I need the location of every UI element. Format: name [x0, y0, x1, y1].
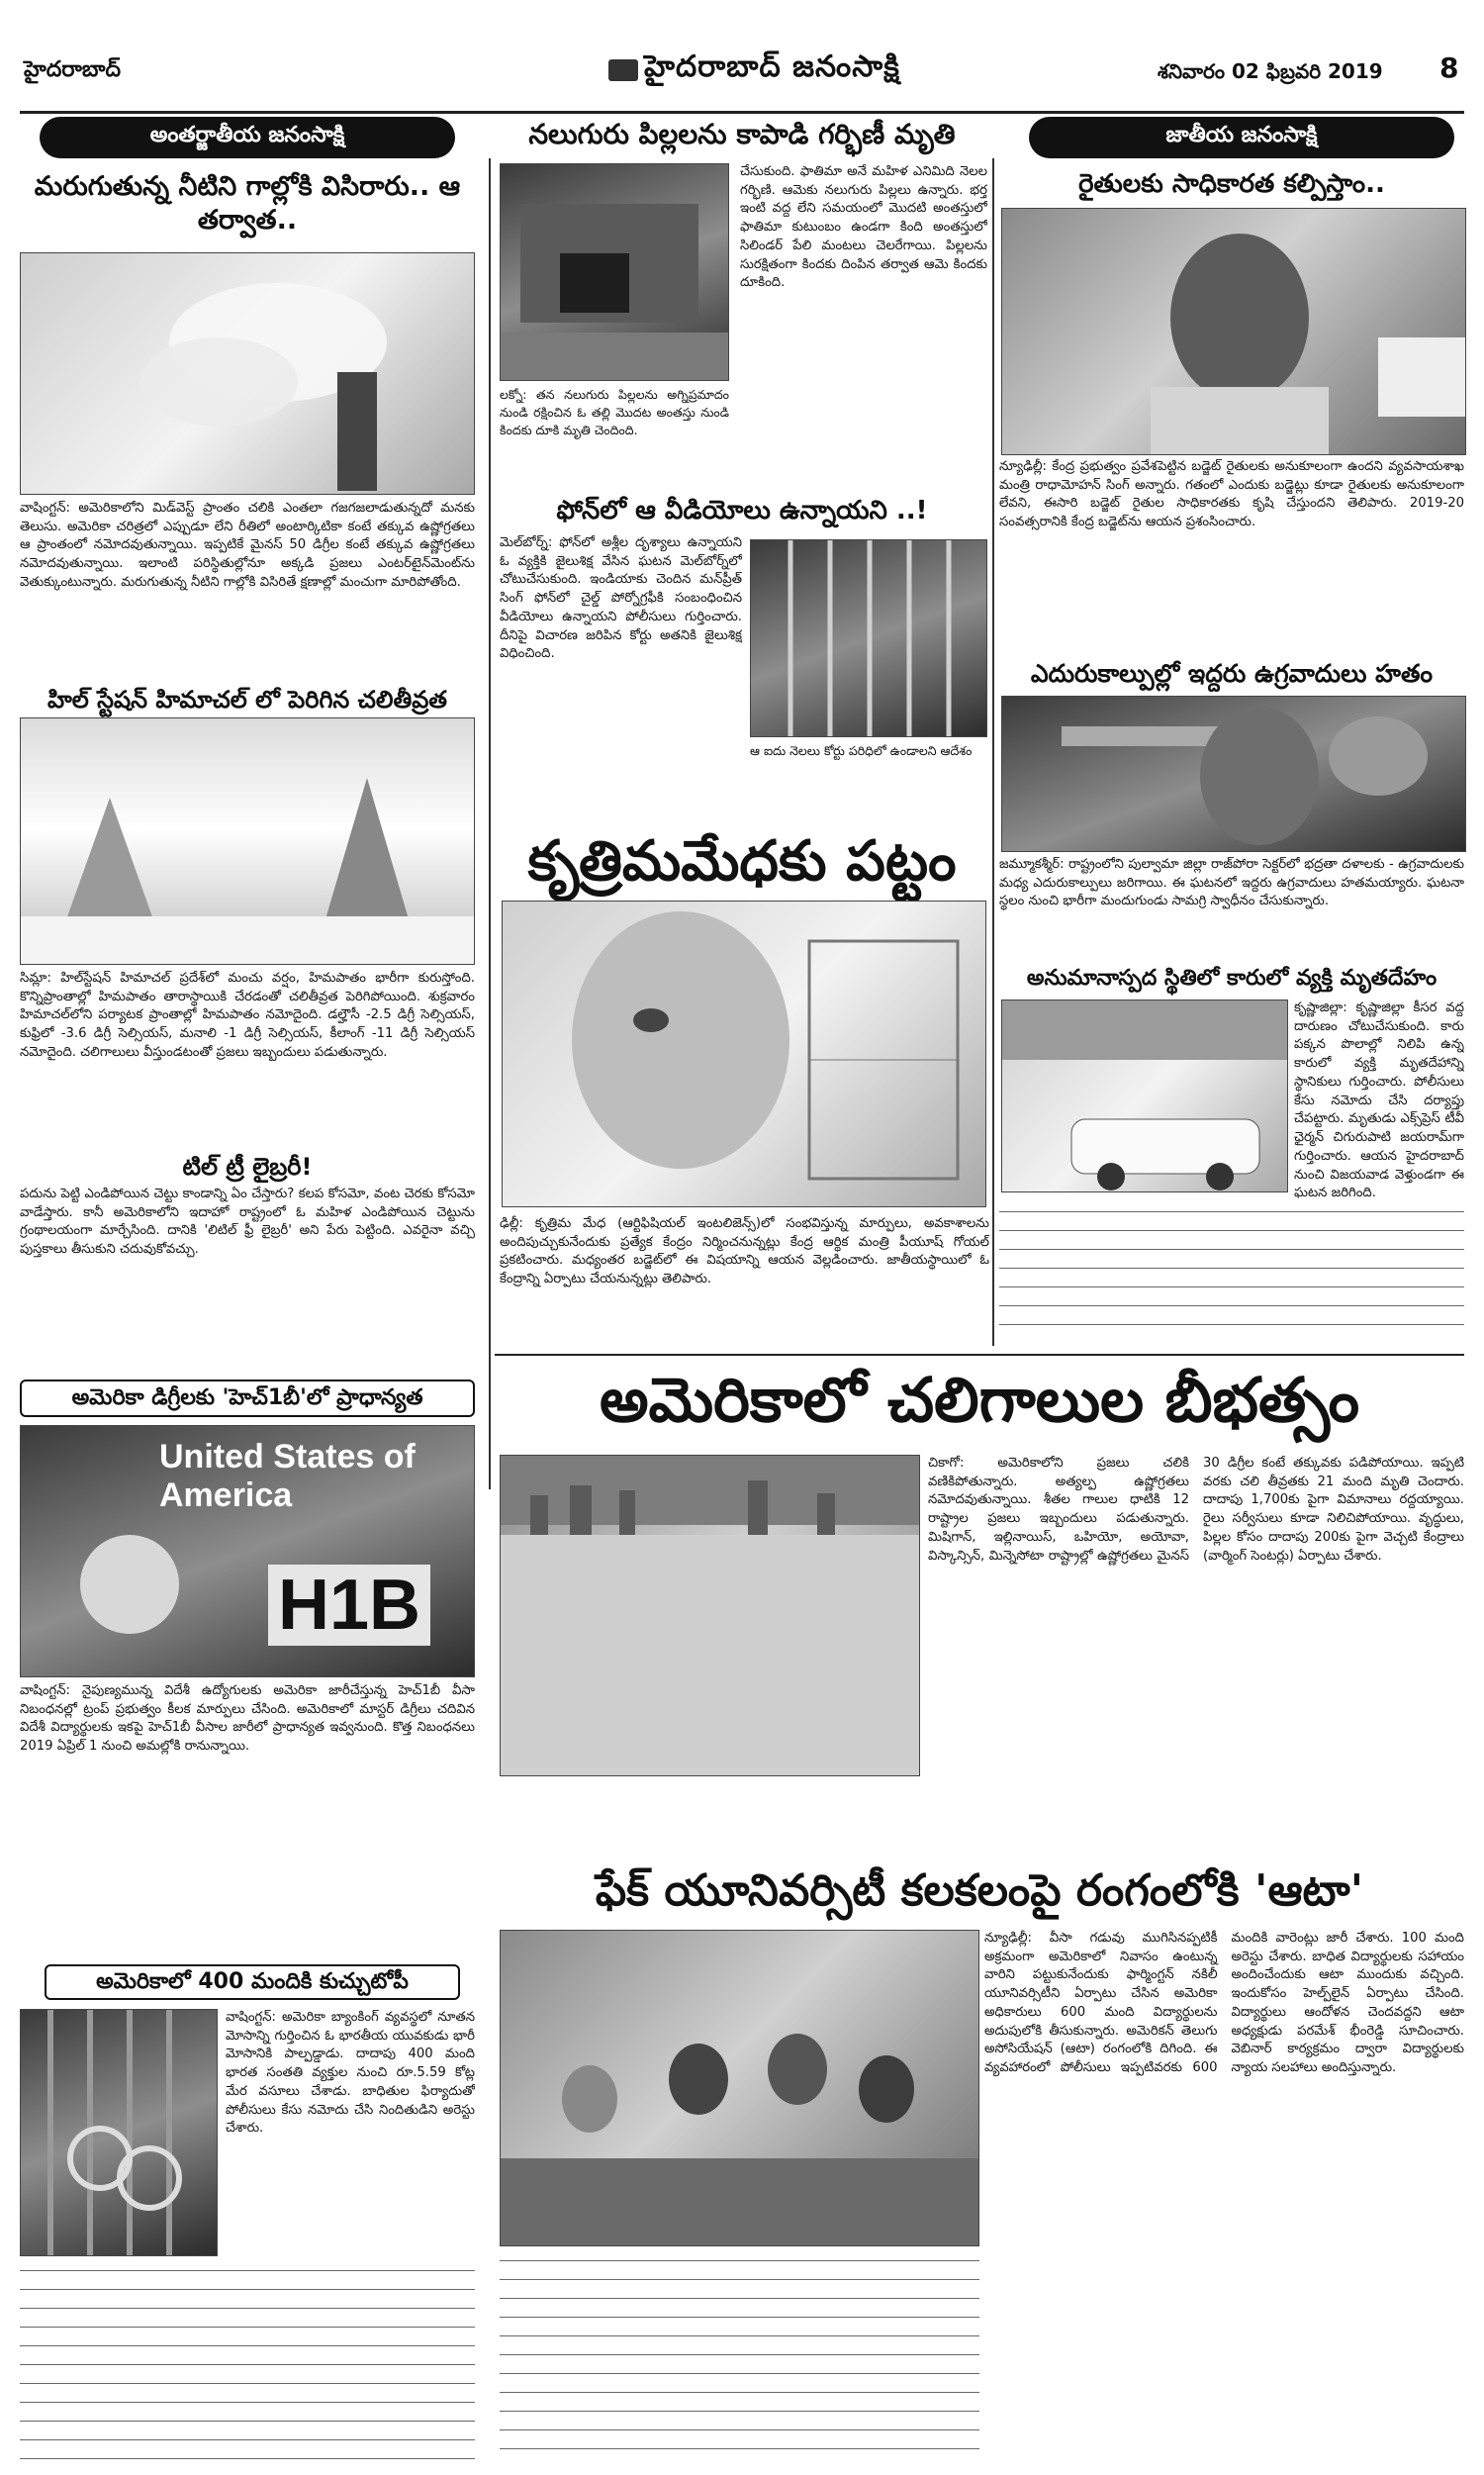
body-us-cold-waves: చికాగో: అమెరికాలోని ప్రజలు చలికి వణికిపోతున్నారు. అత్యల్ప ఉష్ణోగ్రతలు నమోదవుతున్నాయి. శీతల గాలుల ధాటికి 12 రాష్ట్రాల ప్రజలు ఇబ్బందులు పడుతున్నారు. మిషిగాన్, ఇల్లినాయిస్, ఒహియో, అయోవా, విస్కాన్సిన్, మిన్నెసోటా రాష్ట్రాల్లో ఉష్ణోగ్రతలు మైనస్ 30 డిగ్రీల కంటే తక్కువకు పడిపోయాయి. ఇప్పటి వరకు చలి తీవ్రతకు 21 మంది మృతి చెందారు. దాదాపు 1,700కు పైగా విమానాలు రద్దయ్యాయి. రైలు సర్వీసులు కూడా నిలిచిపోయాయి. వృద్ధులు, పిల్లల కోసం దాదాపు 200కు పైగా వెచ్చటి కేంద్రాలు (వార్మింగ్ సెంటర్లు) ఏర్పాటు చేశారు.	[928, 1456, 1464, 1564]
photo-car	[1001, 1000, 1288, 1192]
page-number: 8	[1439, 51, 1459, 84]
photo-boiling-water	[20, 252, 475, 495]
headline-tree-library: టిల్ ట్రీ లైబ్రరీ!	[182, 1153, 313, 1181]
steam-illustration	[21, 253, 475, 495]
headline-ai: కృత్రిమమేధకు పట్టం	[527, 829, 957, 894]
caption-jail: ఆ ఐదు నెలలు కోర్టు పరిధిలో ఉండాలని ఆదేశం	[750, 743, 973, 758]
body-himachal-cold: సిమ్లా: హిల్‌స్టేషన్ హిమాచల్ ప్రదేశ్‌లో మంచు వర్షం, హిమపాతం భారీగా కురుస్తోంది. కొన్నిప్రాంతాల్లో హిమపాతం తారాస్థాయికి చేరడంతో చలితీవ్రత పెరిగిపోయింది. శుక్రవారం హిమాచల్‌లోని పర్యాటక ప్రాంతాల్లో హిమపాతం నమోదైంది. డల్హౌసీ -2.5 డిగ్రీ సెల్సియస్, కుఫ్రిలో -3.6 డిగ్రీ సెల్సియస్, మనాలి -1 డిగ్రీ సెల్సియస్, కీలాంగ్ -11 డిగ్రీ సెల్సియస్ నమోదైంది. చలిగాలులు వీస్తుండటంతో ప్రజలు ఇబ్బందులు పడుతున్నారు.	[20, 971, 475, 1060]
headline-body-in-car: అనుమానాస్పద స్థితిలో కారులో వ్యక్తి మృతదేహం	[1026, 966, 1438, 991]
paper-logo	[608, 49, 900, 91]
issue-date: శనివారం 02 ఫిబ్రవరి 2019	[1158, 59, 1383, 83]
body-farmers-empower: న్యూఢిల్లీ: కేంద్ర ప్రభుత్వం ప్రవేశపెట్టిన బడ్జెట్ రైతులకు అనుకూలంగా ఉందని వ్యవసాయశాఖ మంత్రి రాధామోహన్ సింగ్ అన్నారు. గతంలో ఎందుకు బడ్జెట్లు కూడా రైతులకు అనుకూలంగా లేవని, ఈసారి బడ్జెట్ రైతుల సాధికారతకు కృషి చేస్తుందని తెలిపారు. 2019-20 సంవత్సరానికి కేంద్ర బడ్జెట్‌ను ఆయన ప్రశంసించారు.	[999, 459, 1464, 530]
photo-soldiers	[1001, 696, 1466, 852]
photo-minister	[1001, 208, 1466, 455]
body-body-in-car-continued	[999, 1202, 1464, 1341]
body-h1b: వాషింగ్టన్: నైపుణ్యమున్న విదేశీ ఉద్యోగులకు అమెరికా జారీచేస్తున్న హెచ్1బీ వీసా నిబంధనల్లో ట్రంప్ ప్రభుత్వం కీలక మార్పులు చేసింది. అమెరికాలో మాస్టర్ డిగ్రీలు చదివిన విదేశీ విద్యార్థులకు ఇకపై హెచ్1బీ వీసాల జారీలో ప్రాధాన్యత ఇవ్వనుంది. కొత్త నిబంధనలు 2019 ఏప్రిల్ 1 నుంచి అమల్లోకి రానున్నాయి.	[20, 1683, 475, 1755]
body-fake-university: న్యూఢిల్లీ: వీసా గడువు ముగిసినప్పటికీ అక్రమంగా అమెరికాలో నివాసం ఉంటున్న వారిని పట్టుకునేందుకు ఫార్మింగ్టన్ నకిలీ యూనివర్సిటీని ఏర్పాటు చేసిన అమెరికా అధికారులు 600 మంది విద్యార్థులను అదుపులోకి తీసుకున్నారు. అమెరికన్ తెలుగు అసోసియేషన్ (ఆటా) రంగంలోకి దిగింది. ఈ వ్యవహారంలో పోలీసులు ఇప్పటివరకు 600 మందికి వారెంట్లు జారీ చేశారు. 100 మంది అరెస్టు చేశారు. బాధిత విద్యార్థులకు సహాయం అందించేందుకు ఆటా ముందుకు వచ్చింది. ఇందుకోసం హెల్ప్‌లైన్ ఏర్పాటు చేసింది. విద్యార్థులు ఆందోళన చెందవద్దని ఆటా అధ్యక్షుడు పరమేశ్ భీంరెడ్డి సూచించారు. వెబినార్ కార్యక్రమం ద్వారా విద్యార్థులకు న్యాయ సలహాలు అందిస్తున్నారు.	[984, 1931, 1464, 2076]
body-ai: ఢిల్లీ: కృత్రిమ మేధ (ఆర్టిఫిషియల్ ఇంటలిజెన్స్)లో సంభవిస్తున్న మార్పులు, అవకాశాలను అందిపుచ్చుకునేందుకు ప్రత్యేక కేంద్రం నిర్మించనున్నట్లు కేంద్ర ఆర్థిక మంత్రి పీయూష్ గోయల్ ప్రకటించారు. మధ్యంతర బడ్జెట్‌లో ఈ విషయాన్ని ఆయన వెల్లడించారు. జాతీయస్థాయిలో ఓ కేంద్రాన్ని ఏర్పాటు చేయనున్నట్లు తెలిపారు.	[500, 1216, 989, 1287]
jail-bars-icon	[751, 540, 987, 737]
headline-himachal-cold: హిల్ స్టేషన్ హిమాచల్ లో పెరిగిన చలితీవ్రత	[47, 686, 447, 714]
headline-mother-saves-kids: నలుగురు పిల్లలను కాపాడి గర్భిణీ మృతి	[528, 118, 956, 150]
photo-frozen-city	[500, 1455, 920, 1776]
visa-seal	[80, 1535, 179, 1634]
headline-phone-videos: ఫోన్‌లో ఆ వీడియోలు ఉన్నాయని ..!	[556, 496, 928, 525]
building-illustration	[501, 164, 729, 381]
photo-handcuffs	[20, 2009, 218, 2256]
photo-jail-bars	[750, 539, 987, 737]
logo-icon	[608, 59, 638, 81]
column-divider	[489, 158, 491, 1489]
section-rule	[495, 1354, 1464, 1356]
frozen-lake-illustration	[501, 1456, 920, 1776]
masthead-rule	[20, 111, 1464, 114]
caption-fire: లక్నో: తన నలుగురు పిల్లలను అగ్నిప్రమాదం నుండి రక్షించిన ఓ తల్లి మొదట అంతస్తు నుండి కిందకు దూకి మృతి చెందింది.	[500, 387, 729, 437]
car-illustration	[1002, 1000, 1288, 1192]
soldier-illustration	[1002, 697, 1466, 852]
handcuffs-icon	[21, 2010, 218, 2256]
body-mother-saves-kids: చేసుకుంది. ఫాతిమా అనే మహిళ ఎనిమిది నెలల గర్భిణి. ఆమెకు నలుగురు పిల్లలు ఉన్నారు. భర్త ఇంటి వద్ద లేని సమయంలో మొదటి అంతస్తులో ఫాతిమా కుటుంబం ఉండగా కింది అంతస్తులో సిలిండర్ పేలి మంటలు చెలరేగాయి. పిల్లలను సురక్షితంగా కిందకు దింపిన తర్వాత ఆమె కిందకు దూకింది.	[740, 164, 987, 291]
body-encounter: జమ్మూకశ్మీర్: రాష్ట్రంలోని పుల్వామా జిల్లా రాజ్‌పోరా సెక్టర్‌లో భద్రతా దళాలకు - ఉగ్రవాదులకు మధ్య ఎదురుకాల్పులు జరిగాయి. ఈ ఘటనలో ఇద్దరు ఉగ్రవాదులు హతమయ్యారు. ఘటనా స్థలం నుంచి భారీగా మందుగుండు సామగ్రి స్వాధీనం చేసుకున్నారు.	[999, 857, 1464, 909]
photo-snow	[20, 717, 475, 965]
body-boiling-water: వాషింగ్టన్: అమెరికాలోని మిడ్‌వెస్ట్ ప్రాంతం చలికి ఎంతలా గజగజలాడుతున్నదో మనకు తెలుసు. అమెరికా చరిత్రలో ఎప్పుడూ లేని రీతిలో అంటార్కిటికా కంటే తక్కువ ఉష్ణోగ్రతలు ఆ ప్రాంతంలో నమోదవుతున్నాయి. ఇప్పటికే మైనస్ 50 డిగ్రీల కంటే తక్కువ ఉష్ణోగ్రతలు నమోదవుతున్నాయి. ఇలాంటి పరిస్థితుల్లోనూ అక్కడి ప్రజలు ఎంటర్‌టైన్‌మెంట్‌ను వెతుక్కుంటున్నారు. మరుగుతున్న నీటిని గాల్లోకి విసిరితే క్షణాల్లో మంచుగా మారిపోతోంది.	[20, 501, 475, 590]
headline-boiling-water: మరుగుతున్న నీటిని గాల్లోకి విసిరారు.. ఆ తర్వాత..	[34, 171, 461, 236]
photo-ai-robot	[502, 901, 986, 1207]
headline-h1b: అమెరికా డిగ్రీలకు 'హెచ్1బీ'లో ప్రాధాన్యత	[20, 1380, 475, 1417]
body-body-in-car: కృష్ణాజిల్లా: కృష్ణాజిల్లా కీసర వద్ద దారుణం చోటుచేసుకుంది. కారు పక్కన పొలాల్లో నిలిపి ఉన్న కారులో వ్యక్తి మృతదేహాన్ని స్థానికులు గుర్తించారు. పోలీసులు కేసు నమోదు చేసి దర్యాప్తు చేపట్టారు. మృతుడు ఎక్స్‌ప్రెస్ టీవీ ఛైర్మన్ చిగురుపాటి జయరామ్‌గా గుర్తించారు. ఆయన హైదరాబాద్ నుంచి విజయవాడ వెళ్తుండగా ఈ ఘటన జరిగింది.	[1294, 1000, 1464, 1201]
headline-us-cold-waves: అమెరికాలో చలిగాలుల బీభత్సం	[599, 1364, 1360, 1436]
body-fake-university-continued	[500, 2251, 979, 2464]
body-400-cheated: వాషింగ్టన్: అమెరికా బ్యాంకింగ్ వ్యవస్థలో నూతన మోసాన్ని గుర్తించిన ఓ భారతీయ యువకుడు భారీ మోసానికి పాల్పడ్డాడు. దాదాపు 400 మంది భారత సంతతి వ్యక్తుల నుంచి రూ.5.59 కోట్ల మేర వసూలు చేశాడు. బాధితుల ఫిర్యాదుతో పోలీసులు కేసు నమోదు చేసి నిందితుడిని అరెస్టు చేశారు.	[226, 2010, 475, 2137]
caption-frozen-city	[500, 1781, 920, 1858]
photo-h1b-visa	[20, 1425, 475, 1677]
visa-type-text: H1B	[268, 1565, 430, 1646]
robot-head-illustration	[503, 902, 986, 1207]
photo-fire-building	[500, 163, 729, 381]
column-divider	[992, 158, 994, 1346]
section-banner-international: అంతర్జాతీయ జనంసాక్షి	[40, 117, 455, 158]
body-400-cheated-continued	[20, 2261, 475, 2459]
headline-fake-university: ఫేక్ యూనివర్సిటీ కలకలంపై రంగంలోకి 'ఆటా'	[595, 1865, 1364, 1916]
photo-ata-meeting	[500, 1930, 979, 2246]
city-label: హైదరాబాద్	[24, 57, 121, 82]
body-phone-videos: మెల్‌బోర్న్: ఫోన్‌లో అశ్లీల దృశ్యాలు ఉన్నాయని ఓ వ్యక్తికి జైలుశిక్ష వేసిన ఘటన మెల్‌బోర్న్‌లో చోటుచేసుకుంది. ఇండియాకు చెందిన మన్‌ప్రీత్ సింగ్ ఫోన్‌లో చైల్డ్ పోర్నోగ్రఫీకి సంబంధించిన వీడియోలు ఉన్నాయని పోలీసులు గుర్తించారు. దీనిపై విచారణ జరిపిన కోర్టు అతనికి జైలుశిక్ష విధించింది.	[500, 535, 742, 662]
snow-trees-illustration	[21, 718, 475, 965]
headline-farmers-empower: రైతులకు సాధికారత కల్పిస్తాం..	[1078, 169, 1385, 199]
section-banner-national: జాతీయ జనంసాక్షి	[1029, 117, 1454, 158]
masthead	[0, 0, 1484, 119]
visa-country-text: United States of America	[159, 1438, 416, 1514]
paper-name: హైదరాబాద్ జనంసాక్షి	[644, 49, 900, 84]
minister-portrait	[1002, 209, 1466, 455]
meeting-illustration	[501, 1931, 979, 2246]
headline-400-cheated: అమెరికాలో 400 మందికి కుచ్చుటోపీ	[45, 1964, 460, 2000]
headline-encounter: ఎదురుకాల్పుల్లో ఇద్దరు ఉగ్రవాదులు హతం	[1030, 659, 1434, 688]
body-tree-library: పదును పెట్టి ఎండిపోయిన చెట్టు కాండాన్ని ఏం చేస్తారు? కలప కోసమో, వంట చెరకు కోసమో వాడేస్తారు. కానీ అమెరికాలోని ఇదాహో రాష్ట్రంలో ఓ మహిళ ఎండిపోయిన చెట్టును గ్రంథాలయంగా మార్చేసింది. దానికి 'లిటిల్ ఫ్రీ లైబ్రరీ' అని పేరు పెట్టింది. ఎవరైనా వచ్చి పుస్తకాలు తీసుకుని చదువుకోవచ్చు.	[20, 1187, 475, 1258]
